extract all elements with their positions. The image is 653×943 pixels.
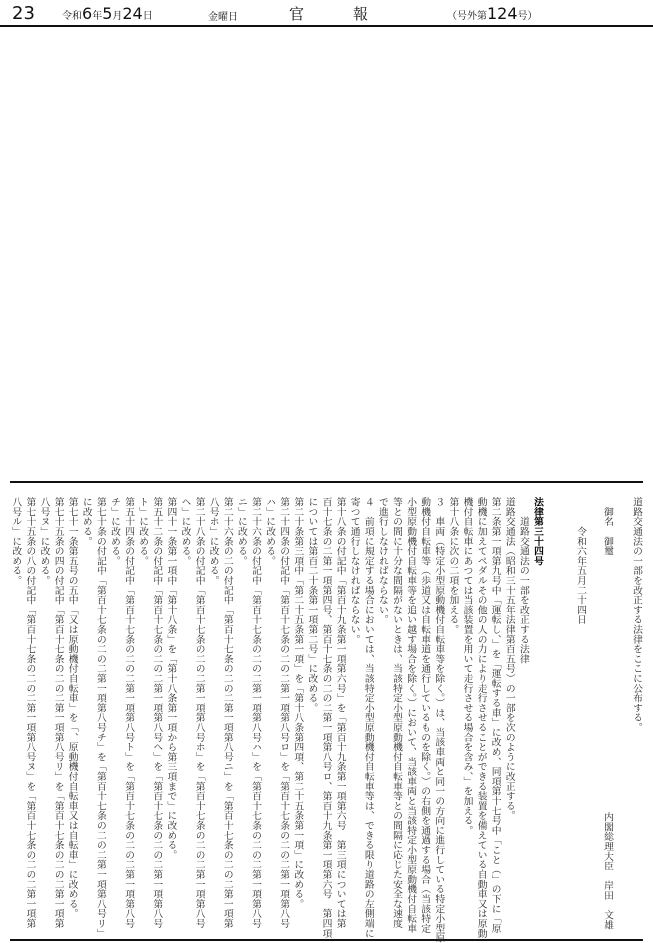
law-text-line: 百十七条の二第一項第四号、第百十七条の二の二第一項第八号ロ、第百十九条第一項第六号 第四項 [320,497,332,938]
promulgation-date: 令和六年五月二十四日 [575,497,586,625]
date-era: 令和 [62,11,82,22]
issue-number-value: 124 [487,4,518,23]
date-month-unit: 月 [112,11,123,22]
law-text-line: については第百二十条第一項第二号」に改める。 [306,497,318,713]
law-text-line: ヘ」に改める。 [179,497,191,566]
law-text-line: 動機付自転車等（歩道又は自転車道を通行しているものを除く。）の右側を通過する場合（当該特定 [419,497,431,934]
law-text-line: 第七十一条第五号の五中「又は原動機付自転車」を「、原動機付自転車又は自転車」に改める。 [66,497,78,919]
law-text-line: 小型原動機付自転車等を追い越す場合を除く。）において、当該車両と当該特定小型原動機付自転車 [405,497,417,934]
law-text-line: 第十八条の付記中「第百十九条第一項第六号」を「第百十九条第一項第六号 第三項については第 [334,497,346,929]
law-text-line: 動機に加えてペダルその他の人の力により走行させることができる装置を備えている自動車又は原動 [475,497,487,938]
law-text-line: 道路交通法（昭和三十五年法律第百五号）の一部を次のように改正する。 [503,497,515,821]
law-text-line: 第四十一条第一項中「第十八条」を「第十八条第一項から第三項まで」に改める。 [165,497,177,860]
law-text-line: ニ」に改める。 [235,497,247,566]
header-rule [0,25,653,27]
law-number: 法律第三十四号 [532,497,543,566]
date-year-unit: 年 [92,11,103,22]
issue-number [447,4,538,24]
law-text-line: 第五十二条の付記中「第百十七条の二の二第一項第八号ヘ」を「第百十七条の二の二第一項第八号 [151,497,163,929]
law-text-line: 等との間に十分な間隔がないときは、当該特定小型原動機付自転車等との間隔に応じた安全な速度 [391,497,402,929]
date-month: 5 [102,4,113,23]
law-text-line: 第二十六条の付記中「第百十七条の二の二第一項第八号ハ」を「第百十七条の二の二第一項第八号 [250,497,261,929]
law-text-line: 第七十条の付記中「第百十七条の二の二第一項第八号チ」を「第百十七条の二の二第一項第八号リ」 [94,497,106,938]
law-text-line: 第二十六条の二の付記中「第百十七条の二の二第一項第八号ニ」を「第百十七条の二の二第一項第 [221,497,233,929]
gazette-title-po: 報 [353,5,369,23]
gazette-title-kan: 官 [289,5,305,23]
promulgation-statement: 道路交通法の一部を改正する法律をここに公布する。 [631,497,642,733]
imperial-seal: 御名 御璽 [602,497,613,556]
issue-date [62,4,153,24]
weekday: 金曜日 [208,12,238,23]
date-day: 24 [122,4,143,23]
section-bottom-rule [10,939,643,941]
law-text-line: 機付自転車にあつては当該装置を用いて走行させる場合を含み、」を加える。 [461,497,473,836]
prime-minister-signature: 内閣総理大臣 岸田 文雄 [602,812,613,930]
law-text-line: 寄つて通行しなければならない。 [348,497,360,644]
law-text-line: 第二十八条の付記中「第百十七条の二の二第一項第八号ホ」を「第百十七条の二の二第一項第八号 [193,497,205,929]
law-text-line: 第二十条第三項中「第二十五条第一項」を「第十八条第四項、第二十五条第一項」に改める。 [292,497,304,909]
law-title: 道路交通法の一部を改正する法律 [517,497,529,664]
law-text-line: で進行しなければならない。 [376,497,388,625]
law-text-line: 第二十四条の付記中「第百十七条の二の二第一項第八号ロ」を「第百十七条の二の二第一項第八号 [278,497,290,929]
issue-suffix: 号） [517,11,538,22]
law-text-line: ハ」に改める。 [264,497,276,566]
law-text-line: 第五十四条の付記中「第百十七条の二の二第一項第八号ト」を「第百十七条の二の二第一項第八号 [123,497,135,929]
section-top-rule [10,481,643,483]
date-year: 6 [82,4,93,23]
law-text-line: ３ 車両（特定小型原動機付自転車等を除く。）は、当該車両と同一の方向に進行している特定小型原 [433,497,445,943]
law-text-line: 第七十五条の四の付記中「第百十七条の二の二第一項第八号リ」を「第百十七条の二の二第一項第 [52,497,64,929]
issue-prefix: （号外第 [447,11,487,22]
date-day-unit: 日 [142,11,153,22]
law-text-line: 第七十五条の八の付記中「第百十七条の二の二第一項第八号ヌ」を「第百十七条の二の二第一項第 [24,497,36,929]
law-text-line: 八号ル」に改める。 [10,497,22,586]
law-text-line: 第十八条に次の二項を加える。 [447,497,459,635]
law-text-line: 第二条第一項第九号中「運転し、」を「運転する車」に改め、同項第十七号中「こと（」の下に「原 [489,497,501,934]
law-text-line: チ」に改める。 [109,497,120,566]
law-text-line: ト」に改める。 [137,497,149,566]
law-text-line: ４ 前項に規定する場合においては、当該特定小型原動機付自転車等は、できる限り道路の左側端に [362,497,374,938]
law-text-line: に改める。 [80,497,92,546]
page-number: 23 [12,3,35,24]
law-text-line: 八号ヌ」に改める。 [38,497,50,586]
law-text-line: 八号ホ」に改める。 [207,497,219,586]
